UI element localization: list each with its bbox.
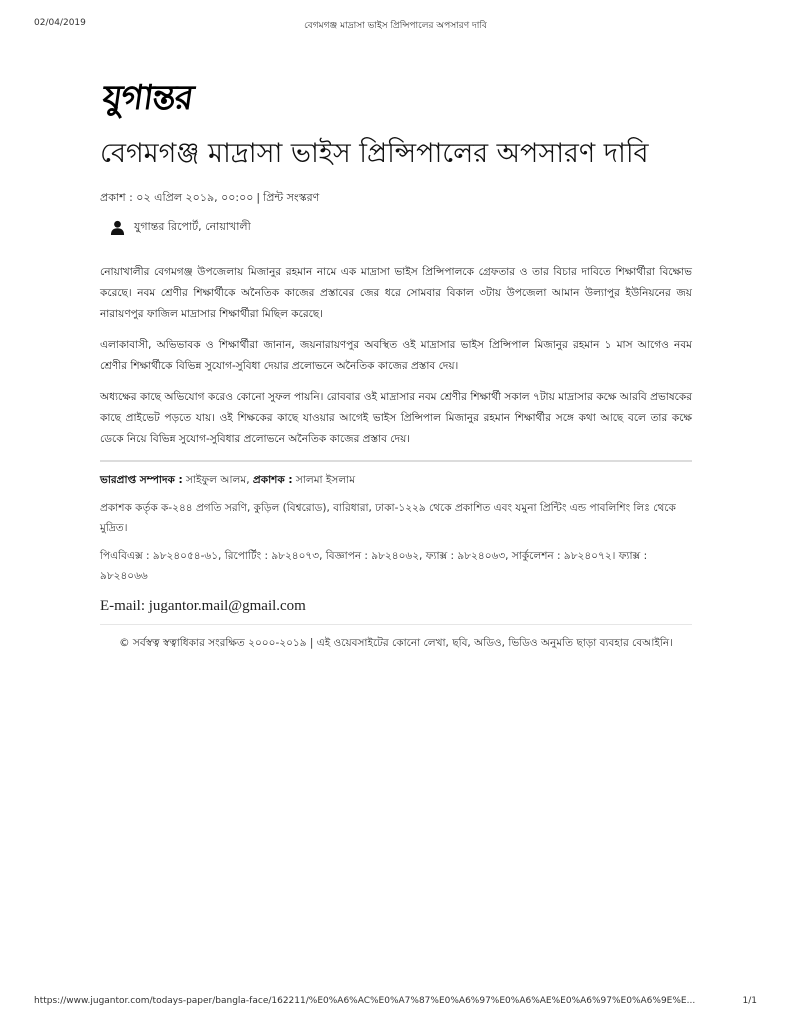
publisher-name: সালমা ইসলাম [295,474,356,487]
article-body [100,262,692,450]
page-number: 1/1 [742,996,757,1006]
article-paragraph: নোয়াখালীর বেগমগঞ্জ উপজেলায় মিজানুর রহমান নামে এক মাদ্রাসা ভাইস প্রিন্সিপালকে গ্রেফতার ও তার বিচার দাবিতে শিক্ষার্থীরা বিক্ষোভ করেছে। নবম শ্রেণীর শিক্ষার্থীকে অনৈতিক কাজের প্রস্তাবের জের ধরে সোমবার বিকাল ৩টায় উপজেলা আমান উল্যাপুর ইউনিয়নের জয় নারায়ণপুর ফাজিল মাদ্রাসার শিক্ষার্থীরা মিছিল করেছে। [100,266,692,321]
article-meta [100,190,692,206]
print-header [34,18,757,32]
jugantor-logo[interactable]: যুগান্তর [100,78,196,118]
meta-separator: | [256,191,261,205]
publisher-address: প্রকাশক কর্তৃক ক-২৪৪ প্রগতি সরণি, কুড়িল (বিশ্বরোড), বারিধারা, ঢাকা-১২২৯ থেকে প্রকাশিত এবং যমুনা প্রিন্টিং এন্ড পাবলিশিং লিঃ থেকে মুদ্রিত। [100,502,676,535]
contact-email[interactable]: E-mail: jugantor.mail@gmail.com [100,598,306,615]
site-footer [100,470,692,653]
print-date: 02/04/2019 [34,18,86,28]
author-byline [110,218,692,236]
article-paragraph: অধ্যক্ষের কাছে অভিযোগ করেও কোনো সুফল পায়নি। রোববার ওই মাদ্রাসার নবম শ্রেণীর শিক্ষার্থী সকাল ৭টায় মাদ্রাসার কক্ষে আরবি প্রভাষকের কাছে প্রাইভেট পড়তে যায়। ওই শিক্ষকের কাছে যাওয়ার আগেই ভাইস প্রিন্সিপাল মিজানুর রহমান শিক্ষার্থীর সঙ্গে কথা আছে বলে তার কক্ষে ডেকে নিয়ে বিভিন্ন সুযোগ-সুবিধার প্রলোভনে অনৈতিক কাজের প্রস্তাব দেয়। [100,391,692,446]
print-edition-label: প্রিন্ট সংস্করণ [263,191,320,205]
print-title: বেগমগঞ্জ মাদ্রাসা ভাইস প্রিন্সিপালের অপসারণ দাবি [304,21,487,31]
page-url[interactable]: https://www.jugantor.com/todays-paper/bangla-face/162211/%E0%A6%AC%E0%A7%87%E0%A6%97%E0%A6%AE%E0%A6%97%E0%A6%9E%E... [34,996,696,1006]
editor-line [100,470,692,490]
editor-name: সাইফুল আলম, [186,474,250,487]
footer-divider [100,460,692,462]
user-icon [110,220,125,235]
editor-label: ভারপ্রাপ্ত সম্পাদক : [100,474,183,487]
contact-numbers: পিএবিএক্স : ৯৮২৪০৫৪-৬১, রিপোর্টিং : ৯৮২৪০৭৩, বিজ্ঞাপন : ৯৮২৪০৬২, ফ্যাক্স : ৯৮২৪০৬৩, সার্কুলেশন : ৯৮২৪০৭২। ফ্যাক্স : ৯৮২৪০৬৬ [100,550,648,583]
page-content [100,78,692,653]
article-paragraph: এলাকাবাসী, অভিভাবক ও শিক্ষার্থীরা জানান, জয়নারায়ণপুর অবস্থিত ওই মাদ্রাসার ভাইস প্রিন্সিপাল মিজানুর রহমান ১ মাস আগেও নবম শ্রেণীর শিক্ষার্থীকে বিভিন্ন সুযোগ-সুবিধা দেয়ার প্রলোভনে অনৈতিক কাজের প্রস্তাব দেয়। [100,339,692,373]
print-footer [34,996,757,1010]
publisher-label: প্রকাশক : [252,474,293,487]
copyright-notice: © সর্বস্বত্ব স্বত্বাধিকার সংরক্ষিত ২০০০-২০১৯ | এই ওয়েবসাইটের কোনো লেখা, ছবি, অডিও, ভিডিও অনুমতি ছাড়া ব্যবহার বেআইনি। [119,637,673,650]
published-date: প্রকাশ : ০২ এপ্রিল ২০১৯, ০০:০০ [100,191,254,205]
copyright-divider [100,624,692,625]
author-name: যুগান্তর রিপোর্ট, নোয়াখালী [134,220,251,234]
article-headline: বেগমগঞ্জ মাদ্রাসা ভাইস প্রিন্সিপালের অপসারণ দাবি [100,138,649,169]
